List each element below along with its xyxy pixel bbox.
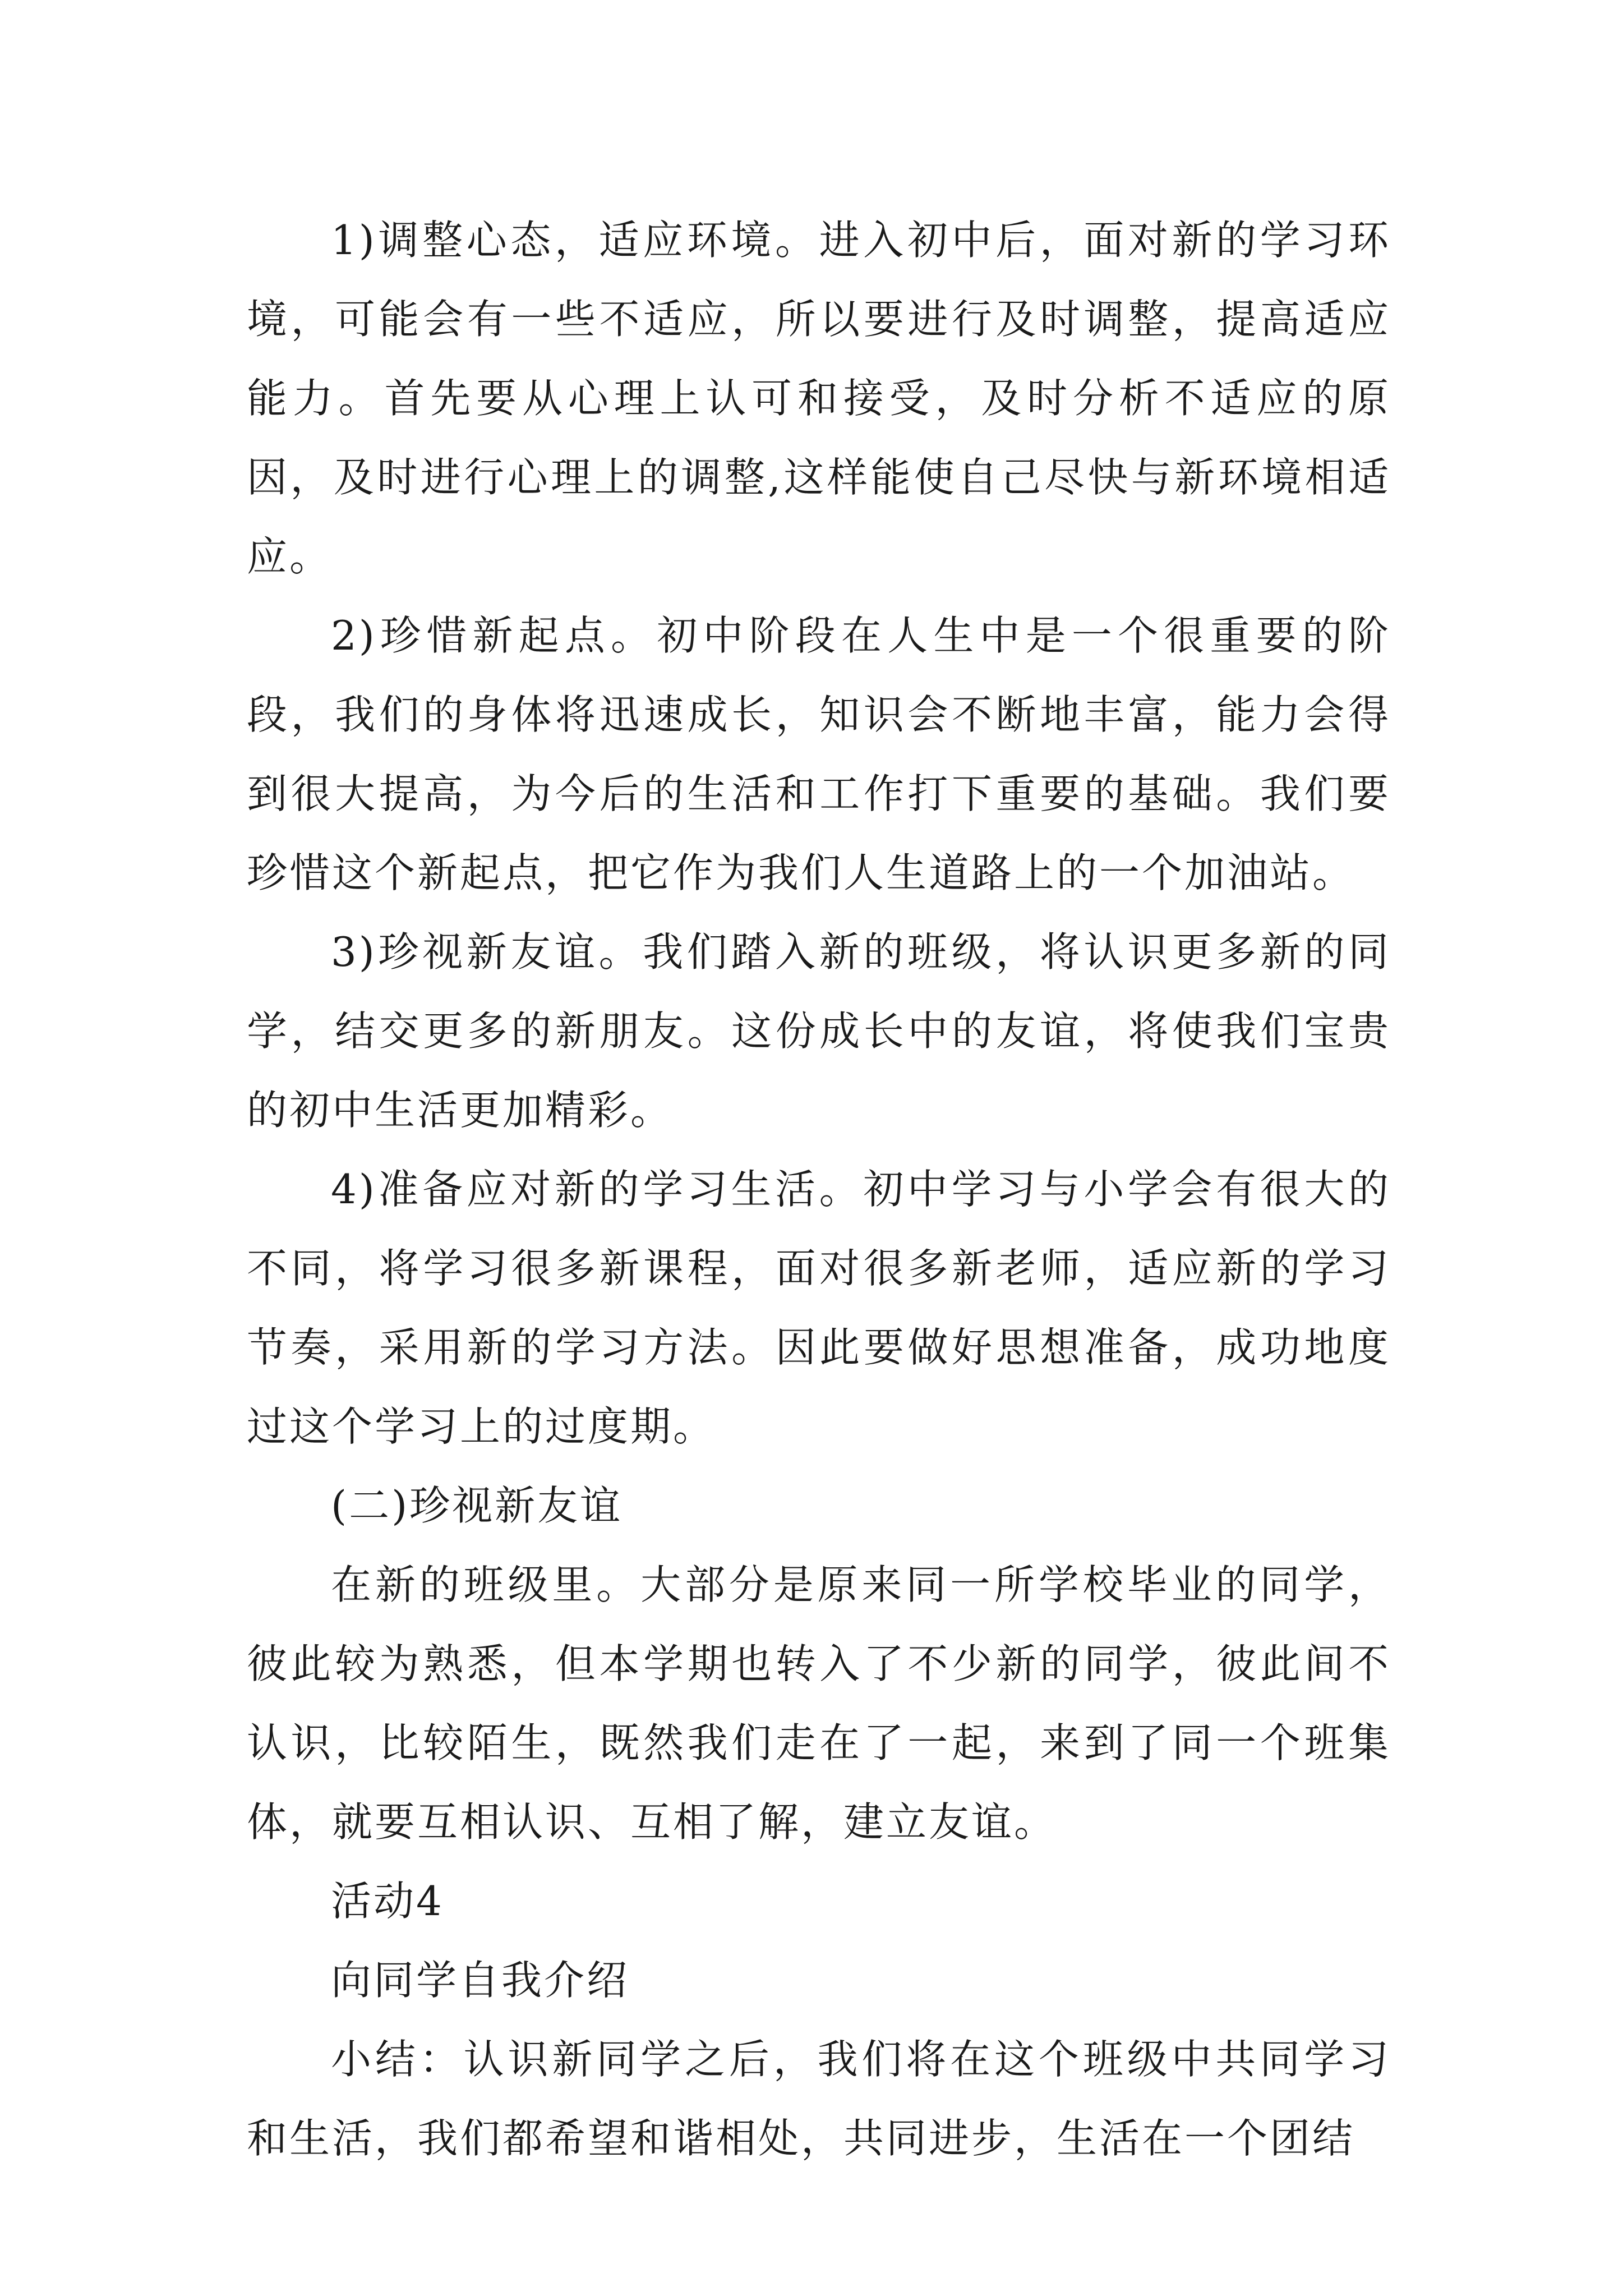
- section-heading-friendship: (二)珍视新友谊: [331, 1482, 623, 1529]
- paragraph-new-class: 在新的班级里。大部分是原来同一所学校毕业的同学，彼此较为熟悉，但本学期也转入了不少新的同学，彼此间不认识，比较陌生，既然我们走在了一起，来到了同一个班集体，就要互相认识、互相了解，建立友谊。: [247, 1561, 1391, 1846]
- document-body: [247, 201, 1391, 2178]
- paragraph-value-friendship: 3)珍视新友谊。我们踏入新的班级，将认识更多新的同学，结交更多的新朋友。这份成长中的友谊，将使我们宝贵的初中生活更加精彩。: [247, 928, 1391, 1134]
- activity-title: 向同学自我介绍: [331, 1957, 630, 2004]
- paragraph-cherish-new-start: 2)珍惜新起点。初中阶段在人生中是一个很重要的阶段，我们的身体将迅速成长，知识会不断地丰富，能力会得到很大提高，为今后的生活和工作打下重要的基础。我们要珍惜这个新起点，把它作为我们人生道路上的一个加油站。: [247, 612, 1391, 896]
- paragraph-summary: 小结：认识新同学之后，我们将在这个班级中共同学习和生活，我们都希望和谐相处，共同进步，生活在一个团结: [247, 2036, 1391, 2162]
- paragraph-adjust-mindset: 1)调整心态，适应环境。进入初中后，面对新的学习环境，可能会有一些不适应，所以要进行及时调整，提高适应能力。首先要从心理上认可和接受，及时分析不适应的原因，及时进行心理上的调整,这样能使自己尽快与新环境相适应。: [247, 217, 1391, 580]
- paragraph-prepare-study-life: 4)准备应对新的学习生活。初中学习与小学会有很大的不同，将学习很多新课程，面对很多新老师，适应新的学习节奏，采用新的学习方法。因此要做好思想准备，成功地度过这个学习上的过度期。: [247, 1166, 1391, 1450]
- activity-label: 活动4: [331, 1878, 444, 1925]
